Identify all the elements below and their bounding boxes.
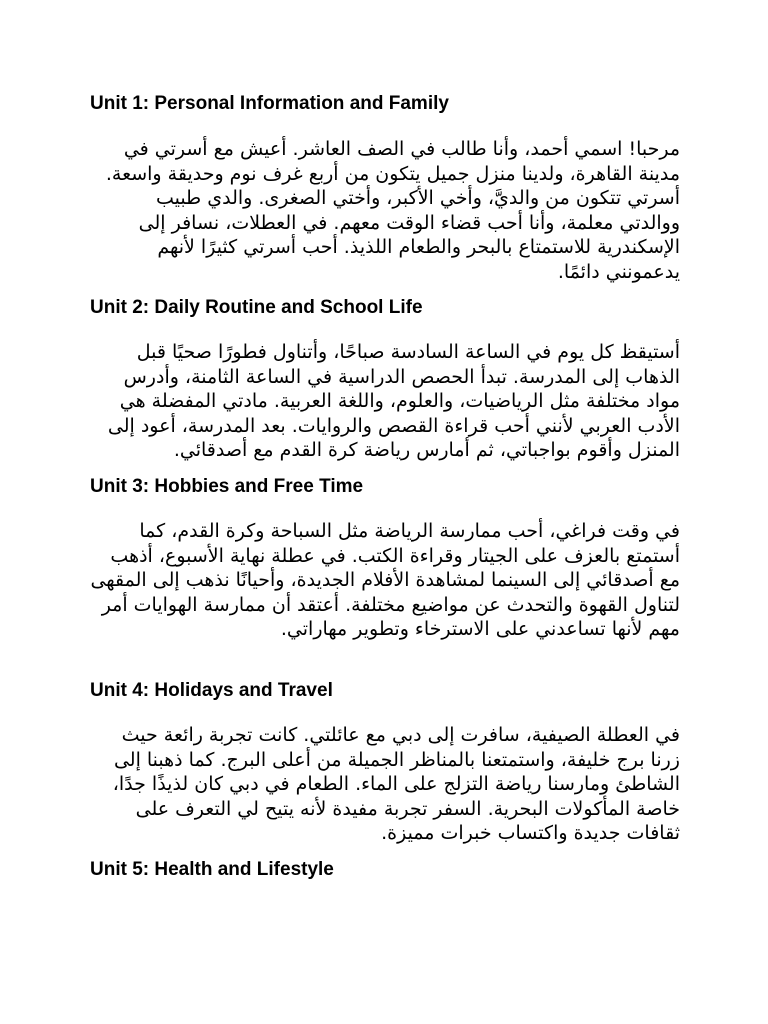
unit-1-title: Unit 1: Personal Information and Family	[90, 93, 449, 114]
unit-2-body: أستيقظ كل يوم في الساعة السادسة صباحًا، وأتناول فطورًا صحيًا قبل الذهاب إلى المدرسة. تبدأ الحصص الدراسية في الساعة الثامنة، وأدرس مواد مختلفة مثل الرياضيات، والعلوم، واللغة العربية. مادتي المفضلة هي الأدب العربي لأنني أحب قراءة القصص والروايات. بعد المدرسة، أعود إلى المنزل وأقوم بواجباتي، ثم أمارس رياضة كرة القدم مع أصدقائي.	[107, 341, 680, 461]
unit-1-body: مرحبا! اسمي أحمد، وأنا طالب في الصف العاشر. أعيش مع أسرتي في مدينة القاهرة، ولدينا منزل جميل يتكون من أربع غرف نوم وحديقة واسعة. أسرتي تتكون من والديَّ، وأخي الأكبر، وأختي الصغرى. والدي طبيب ووالدتي معلمة، وأنا أحب قضاء الوقت معهم. في العطلات، نسافر إلى الإسكندرية للاستمتاع بالبحر والطعام اللذيذ. أحب أسرتي كثيرًا لأنهم يدعمونني دائمًا.	[105, 138, 680, 283]
unit-4-body: في العطلة الصيفية، سافرت إلى دبي مع عائلتي. كانت تجربة رائعة حيث زرنا برج خليفة، واستمتعنا بالمناظر الجميلة من أعلى البرج. كما ذهبنا إلى الشاطئ ومارسنا رياضة التزلج على الماء. الطعام في دبي كان لذيذًا جدًا، خاصة المأكولات البحرية. السفر تجربة مفيدة لأنه يتيح لي التعرف على ثقافات جديدة واكتساب خبرات مميزة.	[112, 724, 680, 844]
unit-3-section	[90, 475, 680, 640]
unit-2-section	[90, 296, 680, 461]
unit-5-section	[90, 858, 680, 882]
unit-4-title: Unit 4: Holidays and Travel	[90, 680, 333, 701]
unit-3-body: في وقت فراغي، أحب ممارسة الرياضة مثل السباحة وكرة القدم، كما أستمتع بالعزف على الجيتار وقراءة الكتب. في عطلة نهاية الأسبوع، أذهب مع أصدقائي إلى السينما لمشاهدة الأفلام الجديدة، وأحيانًا نذهب إلى المقهى لتناول القهوة والتحدث عن مواضيع مختلفة. أعتقد أن ممارسة الهوايات أمر مهم لأنها تساعدني على الاسترخاء وتطوير مهاراتي.	[90, 520, 680, 640]
unit-5-title: Unit 5: Health and Lifestyle	[90, 859, 334, 880]
unit-3-title: Unit 3: Hobbies and Free Time	[90, 476, 364, 497]
unit-4-section	[90, 679, 680, 844]
unit-1-section	[90, 92, 680, 283]
unit-2-title: Unit 2: Daily Routine and School Life	[90, 297, 423, 318]
